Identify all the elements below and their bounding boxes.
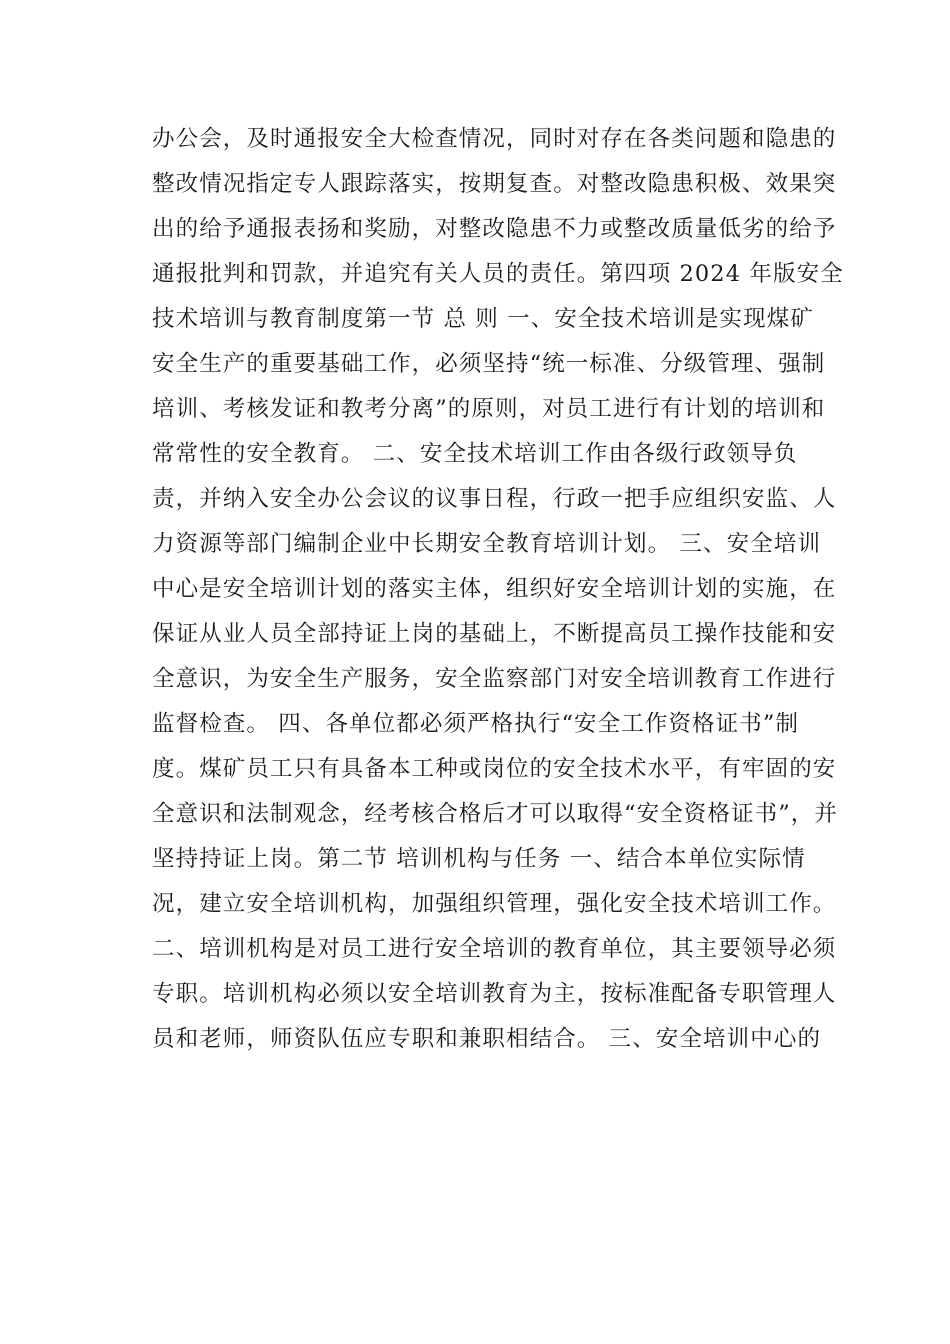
text-line: 通报批判和罚款，并追究有关人员的责任。第四项 2024 年版安全 bbox=[152, 261, 844, 287]
text-line: 安全生产的重要基础工作，必须坚持“统一标准、分级管理、强制 bbox=[152, 351, 826, 377]
text-line: 专职。培训机构必须以安全培训教育为主，按标准配备专职管理人 bbox=[152, 981, 837, 1007]
text-line: 力资源等部门编制企业中长期安全教育培训计划。 三、安全培训 bbox=[152, 531, 822, 557]
text-line: 二、培训机构是对员工进行安全培训的教育单位，其主要领导必须 bbox=[152, 936, 837, 962]
body-text bbox=[152, 117, 844, 1062]
text-line: 全意识和法制观念，经考核合格后才可以取得“安全资格证书”，并 bbox=[152, 801, 839, 827]
text-line: 培训、考核发证和教考分离”的原则，对员工进行有计划的培训和 bbox=[152, 396, 826, 422]
text-line: 监督检查。 四、各单位都必须严格执行“安全工作资格证书”制 bbox=[152, 711, 800, 737]
text-line: 技术培训与教育制度第一节 总 则 一、安全技术培训是实现煤矿 bbox=[152, 306, 814, 332]
text-line: 责，并纳入安全办公会议的议事日程，行政一把手应组织安监、人 bbox=[152, 486, 837, 512]
text-line: 出的给予通报表扬和奖励，对整改隐患不力或整改质量低劣的给予 bbox=[152, 216, 837, 242]
text-line: 办公会，及时通报安全大检查情况，同时对存在各类问题和隐患的 bbox=[152, 126, 837, 152]
text-line: 保证从业人员全部持证上岗的基础上，不断提高员工操作技能和安 bbox=[152, 621, 837, 647]
text-line: 常常性的安全教育。 二、安全技术培训工作由各级行政领导负 bbox=[152, 441, 798, 467]
text-line: 全意识，为安全生产服务，安全监察部门对安全培训教育工作进行 bbox=[152, 666, 837, 692]
text-line: 况，建立安全培训机构，加强组织管理，强化安全技术培训工作。 bbox=[152, 891, 837, 917]
text-line: 度。煤矿员工只有具备本工种或岗位的安全技术水平，有牢固的安 bbox=[152, 756, 837, 782]
text-line: 整改情况指定专人跟踪落实，按期复查。对整改隐患积极、效果突 bbox=[152, 171, 837, 197]
text-line: 中心是安全培训计划的落实主体，组织好安全培训计划的实施，在 bbox=[152, 576, 837, 602]
text-line: 员和老师，师资队伍应专职和兼职相结合。 三、安全培训中心的 bbox=[152, 1026, 822, 1052]
text-line: 坚持持证上岗。第二节 培训机构与任务 一、结合本单位实际情 bbox=[152, 846, 806, 872]
